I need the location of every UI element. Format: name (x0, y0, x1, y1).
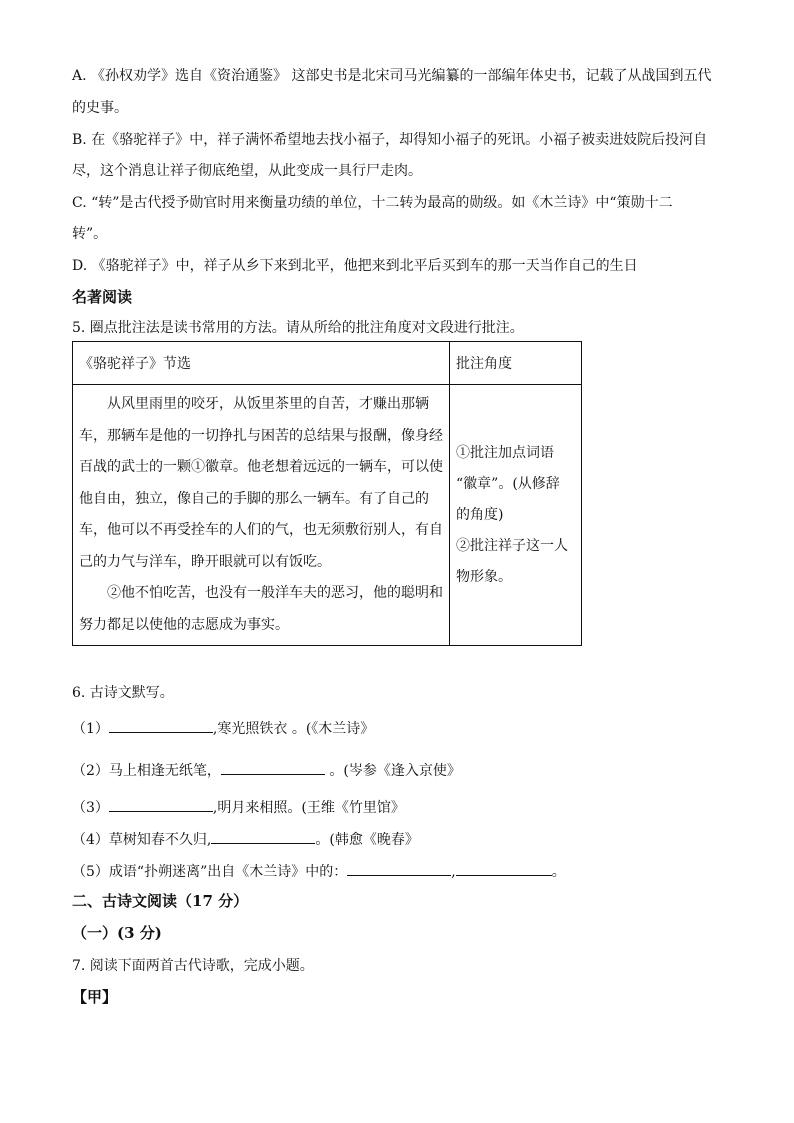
question-5-prompt: 5. 圈点批注法是读书常用的方法。请从所给的批注角度对文段进行批注。 (72, 320, 524, 336)
fill-item-1: （1） ,寒光照铁衣 。(《木兰诗》 (72, 718, 374, 739)
subsection-heading-1: （一）(3 分) (72, 924, 162, 942)
angle-line: “徽章”。(从修辞 (456, 475, 560, 492)
fill-item-4: （4）草树知春不久归, 。(韩愈《晚春》 (72, 829, 419, 850)
answer-blank[interactable] (456, 861, 552, 876)
fill-item-5: （5）成语“扑朔迷离”出自《木兰诗》中的： , 。 (72, 861, 566, 882)
option-a-line2: 的史事。 (72, 100, 128, 116)
excerpt-cell (73, 385, 450, 646)
option-c-line2: 转”。 (72, 226, 108, 242)
poem-jia-label: 【甲】 (72, 988, 118, 1006)
annotation-table (72, 341, 582, 646)
angle-line: ②批注祥子这一人 (456, 537, 568, 554)
option-b-line2: 尽，这个消息让祥子彻底绝望，从此变成一具行尸走肉。 (72, 163, 422, 179)
excerpt-paragraph-2: ②他不怕吃苦，也没有一般洋车夫的恶习，他的聪明和努力都足以使他的志愿成为事实。 (79, 585, 443, 633)
option-c-line1: C. “转”是古代授予勋官时用来衡量功绩的单位，十二转为最高的勋级。如《木兰诗》中“策勋十二 (72, 195, 673, 211)
angle-line: ①批注加点词语 (456, 444, 554, 461)
option-d-line1: D. 《骆驼祥子》中，祥子从乡下来到北平，他把来到北平后买到车的那一天当作自己的生日 (72, 258, 638, 274)
table-header-excerpt: 《骆驼祥子》节选 (73, 342, 450, 385)
question-6-prompt: 6. 古诗文默写。 (72, 685, 174, 701)
section-heading-famous: 名著阅读 (72, 288, 133, 306)
answer-blank[interactable] (109, 797, 213, 812)
fill-item-3: （3） ,明月来相照。(王维《竹里馆》 (72, 797, 405, 818)
option-a-line1: A. 《孙权劝学》选自《资治通鉴》 这部史书是北宋司马光编纂的一部编年体史书，记载了从战国到五代 (72, 68, 712, 84)
angle-line: 的角度) (456, 506, 504, 523)
excerpt-paragraph-1: 从风里雨里的咬牙，从饭里茶里的自苦，才赚出那辆车，那辆车是他的一切挣扎与困苦的总结果与报酬，像身经百战的武士的一颗①徽章。他老想着远远的一辆车，可以使他自由，独立，像自己的手脚的那么一辆车。有了自己的车，他可以不再受拴车的人们的气，也无须敷衍别人，有自己的力气与洋车，睁开眼就可以有饭吃。 (79, 396, 443, 570)
question-7-prompt: 7. 阅读下面两首古代诗歌，完成小题。 (72, 958, 314, 974)
table-header-angle: 批注角度 (450, 342, 582, 385)
angle-line: 物形象。 (456, 568, 512, 585)
fill-item-2: （2）马上相逢无纸笔， 。(岑参《逢入京使》 (72, 760, 461, 781)
angle-cell (450, 385, 582, 646)
answer-blank[interactable] (109, 718, 213, 733)
answer-blank[interactable] (211, 829, 315, 844)
answer-blank[interactable] (347, 861, 451, 876)
option-b-line1: B. 在《骆驼祥子》中，祥子满怀希望地去找小福子，却得知小福子的死讯。小福子被卖进妓院后投河自 (72, 132, 708, 148)
section-heading-2: 二、古诗文阅读（17 分） (72, 892, 249, 910)
answer-blank[interactable] (221, 760, 325, 775)
